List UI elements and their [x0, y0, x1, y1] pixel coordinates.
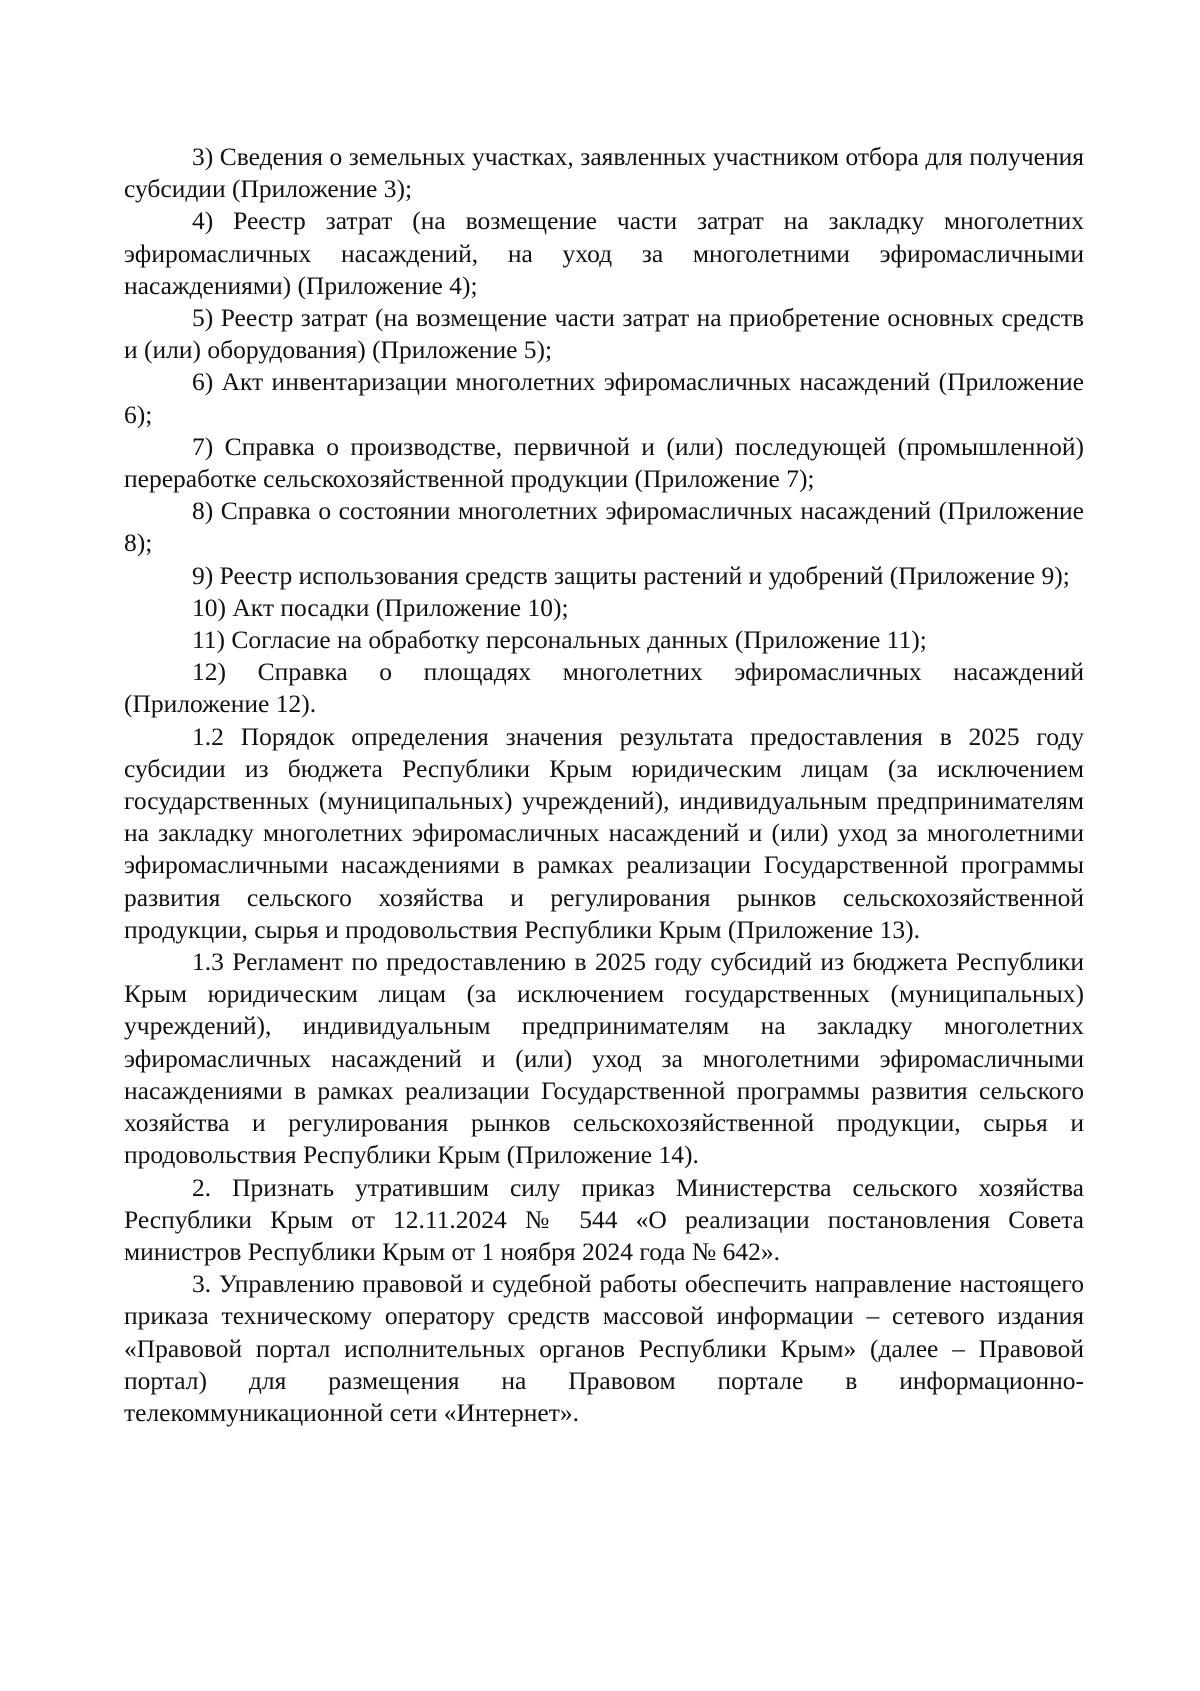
paragraph-item-10: 10) Акт посадки (Приложение 10); [192, 592, 569, 622]
paragraph-item-9: 9) Реестр использования средств защиты растений и удобрений (Приложение 9); [192, 560, 1070, 590]
paragraph-item-4: 4) Реестр затрат (на возмещение части затрат на закладку многолетних эфиромасличных насаждений, на уход за многолетними эфиромасличными насаждениями) (Приложение 4); [124, 206, 1084, 300]
paragraph-item-7: 7) Справка о производстве, первичной и (или) последующей (промышленной) переработке сельскохозяйственной продукции (Приложение 7); [124, 431, 1084, 494]
paragraph-item-12: 12) Справка о площадях многолетних эфиромасличных насаждений (Приложение 12). [124, 657, 1084, 719]
paragraph-item-5: 5) Реестр затрат (на возмещение части затрат на приобретение основных средств и (или) оборудования) (Приложение 5); [124, 303, 1084, 365]
paragraph-section-1-2: 1.2 Порядок определения значения результата предоставления в 2025 году субсидии из бюджета Республики Крым юридическим лицам (за исключением государственных (муниципальных) учреждений), индивидуальным предпринимателям на закладку многолетних эфиромасличных насаждений и (или) уход за многолетними эфиромасличными насаждениями в рамках реализации Государственной программы развития сельского хозяйства и регулирования рынков сельскохозяйственной продукции, сырья и продовольствия Республики Крым (Приложение 13). [124, 721, 1084, 944]
paragraph-section-2: 2. Признать утратившим силу приказ Министерства сельского хозяйства Республики Крым от 12.11.2024 № 544 «О реализации постановления Совета министров Республики Крым от 1 ноября 2024 года № 642». [124, 1172, 1084, 1266]
paragraph-section-1-3: 1.3 Регламент по предоставлению в 2025 году субсидий из бюджета Республики Крым юридическим лицам (за исключением государственных (муниципальных) учреждений), индивидуальным предпринимателям на закладку многолетних эфиромасличных насаждений и (или) уход за многолетними эфиромасличными насаждениями в рамках реализации Государственной программы развития сельского хозяйства и регулирования рынков сельскохозяйственной продукции, сырья и продовольствия Республики Крым (Приложение 14). [124, 947, 1084, 1170]
paragraph-item-6: 6) Акт инвентаризации многолетних эфиромасличных насаждений (Приложение 6); [124, 367, 1084, 429]
document-body [124, 141, 1084, 1429]
paragraph-item-8: 8) Справка о состоянии многолетних эфиромасличных насаждений (Приложение 8); [124, 496, 1084, 558]
paragraph-item-3: 3) Сведения о земельных участках, заявленных участником отбора для получения субсидии (Приложение 3); [124, 142, 1084, 204]
paragraph-item-11: 11) Согласие на обработку персональных данных (Приложение 11); [192, 625, 927, 655]
paragraph-section-3: 3. Управлению правовой и судебной работы обеспечить направление настоящего приказа техническому оператору средств массовой информации – сетевого издания «Правовой портал исполнительных органов Республики Крым» (далее – Правовой портал) для размещения на Правовом портале в информационно-телекоммуникационной сети «Интернет». [124, 1269, 1084, 1427]
